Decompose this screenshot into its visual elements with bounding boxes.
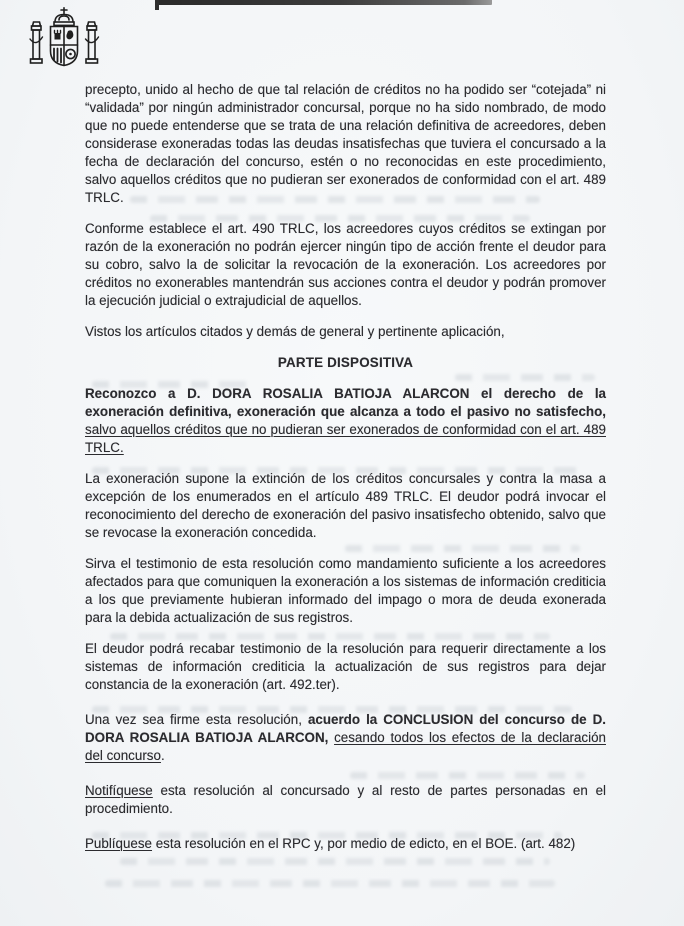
scan-artifact-bar xyxy=(155,0,492,5)
paragraph-text: Sirva el testimonio de esta resolución como mandamiento suficiente a los acreedores afectados para que comuniquen la exoneración a los sistemas de información crediticia a los que previamente hubieran informado del impago o mora de deuda exonerada para la debida actualización de sus registros. xyxy=(85,556,606,625)
normal-run: esta resolución en el RPC y, por medio de edicto, en el BOE. (art. 482) xyxy=(152,836,576,851)
paragraph-el-deudor xyxy=(85,640,606,694)
bold-run: Reconozco a D. DORA ROSALIA BATIOJA ALARCON el derecho de la exoneración definitiva, exoneración que alcanza a todo el pasivo no satisfecho, xyxy=(85,386,606,419)
paragraph-la-exoneracion xyxy=(85,470,606,542)
bold-run: acuerdo la CONCLUSION del concurso de D. DORA ROSALIA BATIOJA ALARCON, xyxy=(85,712,606,745)
paragraph-sirva-testimonio xyxy=(85,555,606,627)
normal-run: esta resolución al concursado y al resto de partes personadas en el procedimiento. xyxy=(85,783,606,816)
paragraph-text: Conforme establece el art. 490 TRLC, los acreedores cuyos créditos se extingan por razón de la exoneración no podrán ejercer ningún tipo de acción frente el deudor para su cobro, salvo la de solicitar la revocación de la exoneración. Los acreedores por créditos no exonerables mantendrán sus acciones contra el deudor y podrán promover la ejecución judicial o extrajudicial de aquellos. xyxy=(85,221,606,308)
paragraph-conclusion xyxy=(85,711,606,765)
section-heading-parte-dispositiva: PARTE DISPOSITIVA xyxy=(277,355,414,370)
paragraph-text: precepto, unido al hecho de que tal relación de créditos no ha podido ser “cotejada” ni “validada” por ningún administrador concursal, porque no ha sido nombrado, de modo que no puede entenderse que se trata de una relación definitiva de acreedores, deben considerase exoneradas todas las deudas insatisfechas que tuviera el concursado a la fecha de declaración del concurso, estén o no reconocidas en este procedimiento, salvo aquellos créditos que no pudieran ser exonerados de conformidad con el art. 489 TRLC. xyxy=(85,82,606,205)
spain-coat-of-arms-icon xyxy=(26,7,102,73)
paragraph-text: La exoneración supone la extinción de los créditos concursales y contra la masa a excepción de los enumerados en el artículo 489 TRLC. El deudor podrá invocar el reconocimiento del derecho de exoneración del pasivo insatisfecho obtenido, salvo que se revocase la exoneración concedida. xyxy=(85,471,606,540)
paragraph-publiquese xyxy=(85,835,606,853)
underline-run: Publíquese xyxy=(85,836,153,851)
paragraph-text: Vistos los artículos citados y demás de general y pertinente aplicación, xyxy=(85,324,505,339)
underline-run: cesando todos los efectos de la declaración del concurso xyxy=(85,730,606,763)
bleed-through-text xyxy=(105,880,555,887)
document-body xyxy=(85,81,606,866)
normal-run: . xyxy=(160,748,165,763)
paragraph-reconozco xyxy=(85,385,606,457)
paragraph-text: El deudor podrá recabar testimonio de la resolución para requerir directamente a los sistemas de información crediticia la actualización de sus registros para dejar constancia de la exoneración (art. 492.ter). xyxy=(85,641,606,692)
paragraph-notifiquese xyxy=(85,782,606,818)
underline-run: Notifíquese xyxy=(85,783,153,798)
underline-run: salvo aquellos créditos que no pudieran ser exonerados de conformidad con el art. 489 TRLC. xyxy=(85,422,606,455)
paragraph-precepto xyxy=(85,81,606,207)
normal-run: Una vez sea firme esta resolución, xyxy=(85,712,308,727)
scan-artifact-notch xyxy=(155,0,159,10)
paragraph-conforme-art-490 xyxy=(85,220,606,310)
paragraph-vistos xyxy=(85,323,606,341)
